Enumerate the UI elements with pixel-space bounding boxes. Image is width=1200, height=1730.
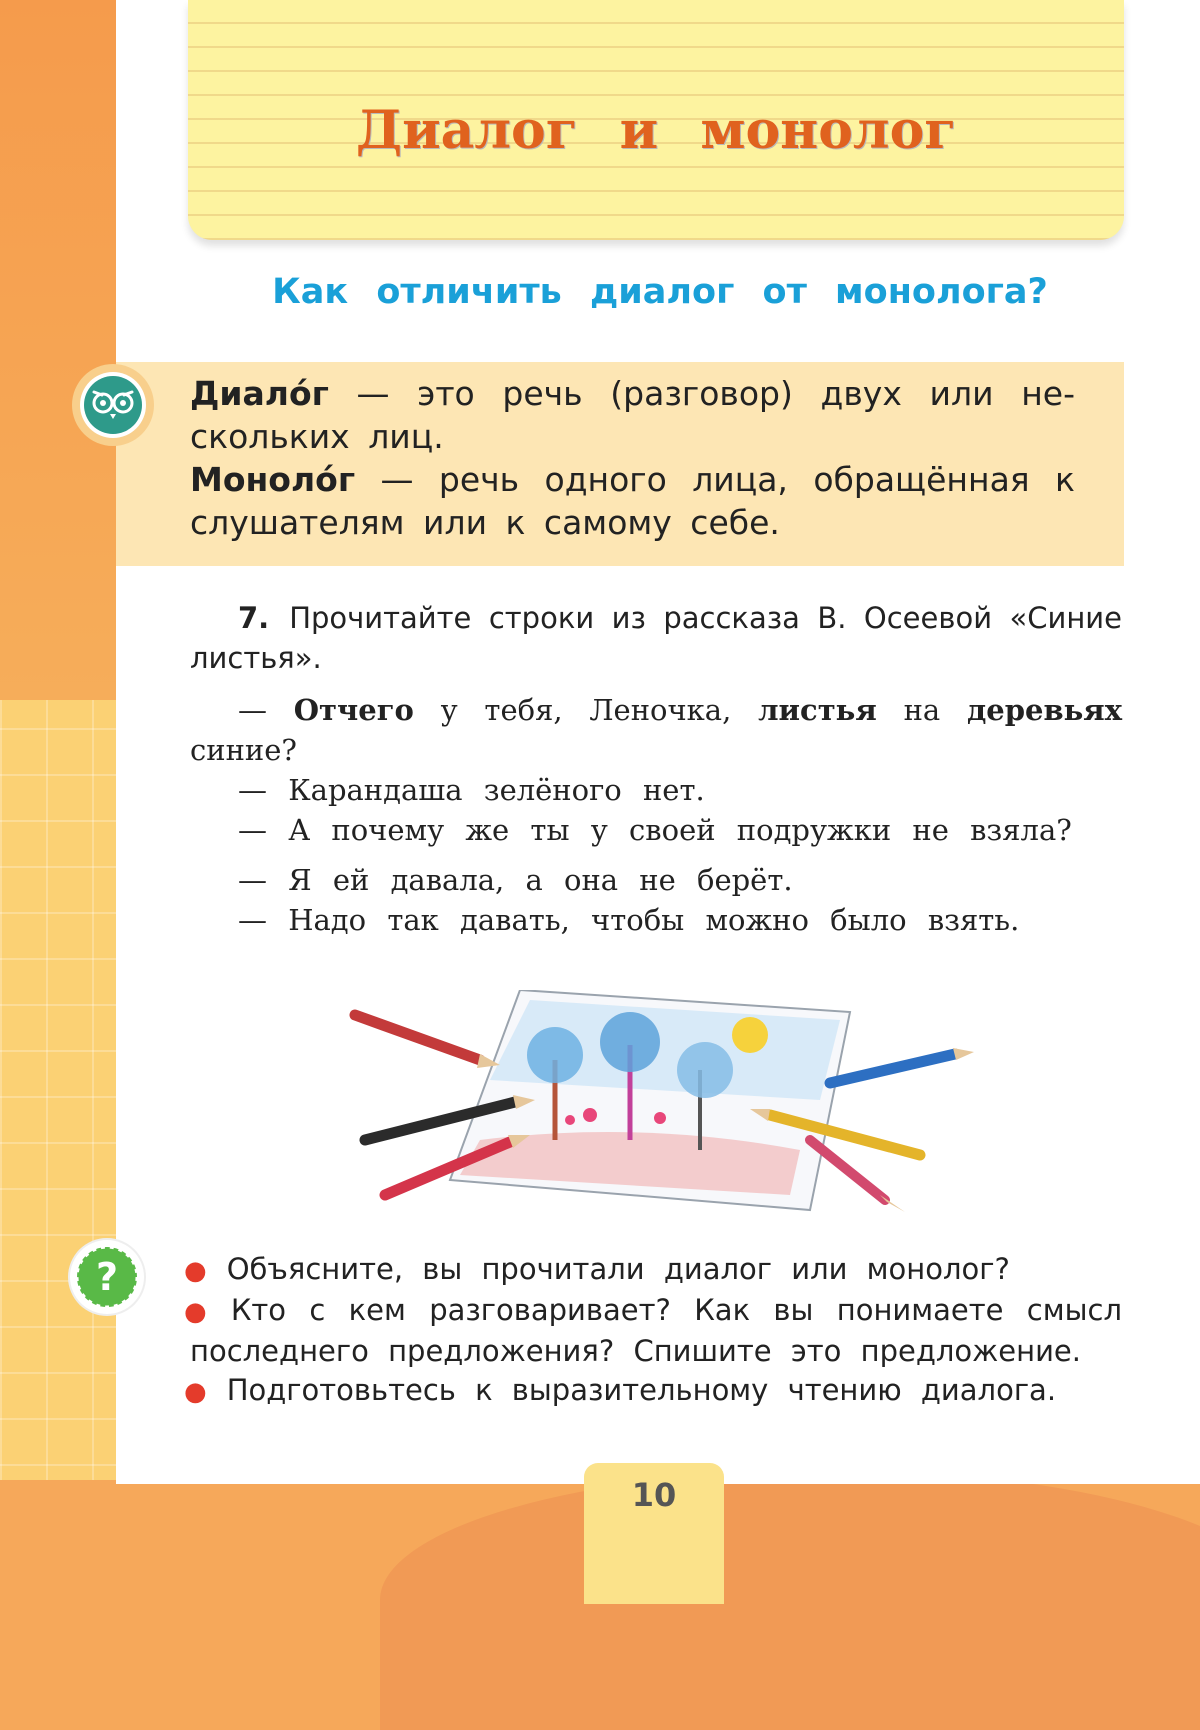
question-text: Объясните, вы прочитали диалог или монолог? bbox=[226, 1252, 1010, 1286]
dialogue-line bbox=[190, 690, 1122, 770]
definition-monolog-text: — речь одного лица, обращённая к слушателям или к самому себе. bbox=[190, 460, 1075, 542]
definition-monolog bbox=[190, 458, 1075, 544]
dialogue-line: — Карандаша зелёного нет. bbox=[238, 773, 705, 807]
dialogue-fragment: у тебя, Леночка, bbox=[413, 693, 759, 727]
definitions bbox=[190, 372, 1075, 544]
dialogue-fragment: листья bbox=[758, 693, 877, 727]
drawing-pencils-illustration bbox=[340, 990, 1000, 1230]
dialogue-fragment: на bbox=[876, 693, 967, 727]
page-number: 10 bbox=[631, 1476, 677, 1514]
pencil-blue bbox=[830, 1048, 974, 1083]
dialogue-fragment: деревьях bbox=[966, 693, 1123, 727]
dialogue-fragment: синие? bbox=[190, 733, 297, 767]
question-icon bbox=[70, 1240, 144, 1314]
dialogue-fragment: Отчего bbox=[293, 693, 414, 727]
exercise-instruction: Прочитайте строки из рассказа В. Осеевой «Синие листья». bbox=[190, 601, 1122, 675]
dialogue-excerpt bbox=[190, 690, 1122, 940]
dialogue-line: — А почему же ты у своей подружки не взяла? bbox=[238, 813, 1072, 847]
bullet-icon: ● bbox=[184, 1377, 207, 1407]
exercise-number: 7. bbox=[238, 601, 270, 635]
question-item bbox=[184, 1250, 1122, 1291]
page-title: Диалог и монолог bbox=[355, 100, 957, 161]
dialogue-fragment: — bbox=[238, 693, 294, 727]
illustration-drawing-with-pencils bbox=[340, 990, 1000, 1230]
section-subtitle: Как отличить диалог от монолога? bbox=[272, 272, 1048, 312]
term-dialog: Диало́г bbox=[190, 374, 329, 413]
definition-dialog-text: — это речь (разговор) двух или нескольких лиц. bbox=[190, 374, 1075, 456]
questions-list bbox=[184, 1250, 1123, 1412]
question-badge bbox=[70, 1240, 144, 1314]
exercise-intro bbox=[190, 598, 1122, 678]
dialogue-line: — Я ей давала, а она не берёт. bbox=[238, 863, 793, 897]
owl-badge bbox=[72, 364, 154, 446]
owl-icon bbox=[72, 364, 154, 446]
sun bbox=[732, 1017, 768, 1053]
bullet-icon: ● bbox=[184, 1256, 207, 1286]
bullet-icon: ● bbox=[184, 1297, 211, 1327]
svg-text:?: ? bbox=[95, 1255, 119, 1299]
definition-dialog bbox=[190, 372, 1075, 458]
question-item bbox=[184, 1291, 1123, 1371]
term-monolog: Моноло́г bbox=[190, 460, 356, 499]
question-item bbox=[184, 1371, 1122, 1412]
question-text: Кто с кем разговаривает? Как вы понимаете смысл последнего предложения? Спишите это предложение. bbox=[190, 1293, 1123, 1368]
dialogue-line: — Надо так давать, чтобы можно было взять. bbox=[238, 903, 1020, 937]
question-text: Подготовьтесь к выразительному чтению диалога. bbox=[226, 1373, 1057, 1407]
pencil-red bbox=[355, 1015, 500, 1068]
